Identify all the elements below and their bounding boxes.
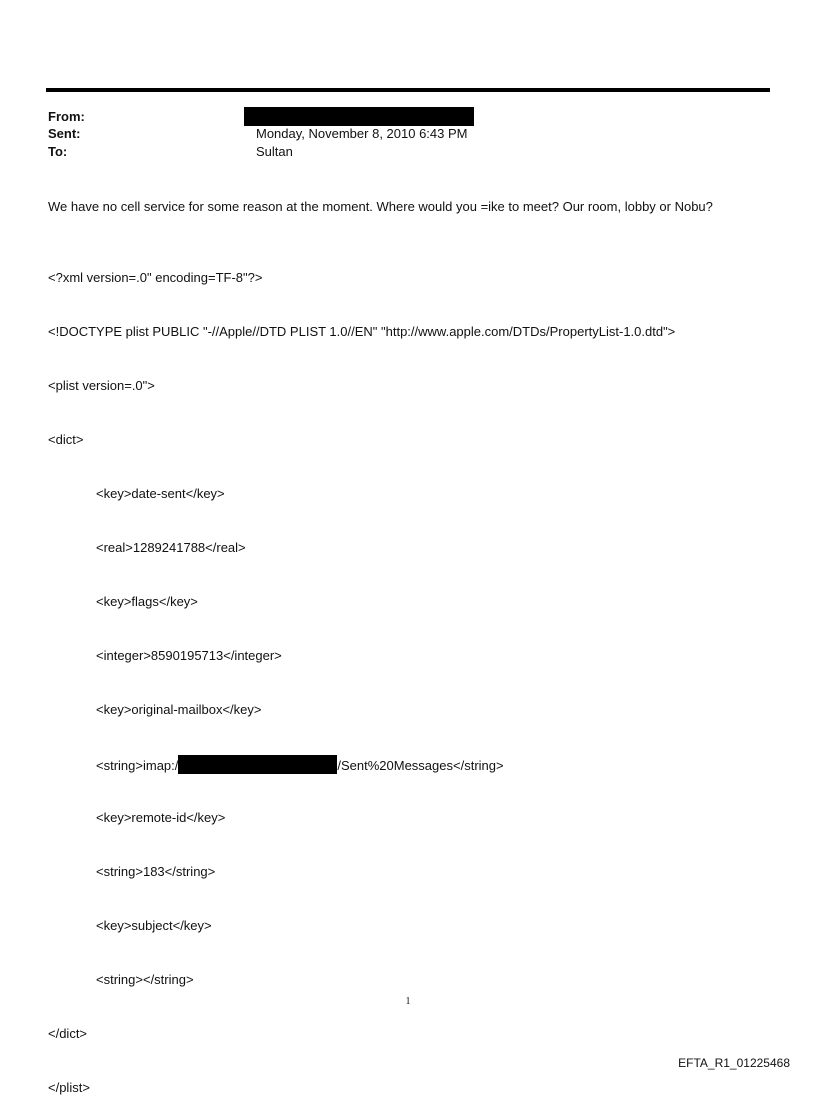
from-label: From: — [48, 109, 85, 124]
document-id: EFTA_R1_01225468 — [678, 1056, 790, 1070]
plist-line: <key>original-mailbox</key> — [96, 702, 262, 717]
plist-close: </plist> — [48, 1080, 90, 1095]
imap-suffix: /Sent%20Messages</string> — [337, 758, 504, 773]
to-label: To: — [48, 144, 68, 159]
xml-declaration: <?xml version=.0" encoding=TF-8"?> — [48, 270, 263, 285]
header-rule — [46, 88, 770, 92]
sent-value: Monday, November 8, 2010 6:43 PM — [256, 126, 468, 141]
plist-line: <key>remote-id</key> — [96, 810, 226, 825]
sent-label: Sent: — [48, 126, 81, 141]
page-number: 1 — [405, 996, 411, 1007]
message-body: We have no cell service for some reason at the moment. Where would you =ike to meet? Our room, lobby or Nobu? — [48, 199, 713, 214]
dict-open: <dict> — [48, 432, 84, 447]
to-value: Sultan — [256, 144, 293, 159]
plist-open: <plist version=.0"> — [48, 378, 155, 393]
plist-line: <real>1289241788</real> — [96, 540, 246, 555]
dict-close: </dict> — [48, 1026, 88, 1041]
plist-line: <key>subject</key> — [96, 918, 212, 933]
plist-block — [48, 233, 675, 1115]
plist-line: <integer>8590195713</integer> — [96, 648, 282, 663]
plist-line: <string>183</string> — [96, 864, 216, 879]
email-header — [48, 108, 768, 168]
redaction-imap — [178, 755, 337, 774]
plist-line: <string></string> — [96, 972, 194, 987]
imap-prefix: <string>imap:/ — [96, 758, 179, 773]
imap-line — [48, 755, 675, 773]
redaction-from — [244, 107, 474, 126]
plist-line: <key>date-sent</key> — [96, 486, 225, 501]
doctype-line: <!DOCTYPE plist PUBLIC "-//Apple//DTD PLIST 1.0//EN" "http://www.apple.com/DTDs/PropertyList-1.0.dtd"> — [48, 324, 676, 339]
plist-line: <key>flags</key> — [96, 594, 198, 609]
